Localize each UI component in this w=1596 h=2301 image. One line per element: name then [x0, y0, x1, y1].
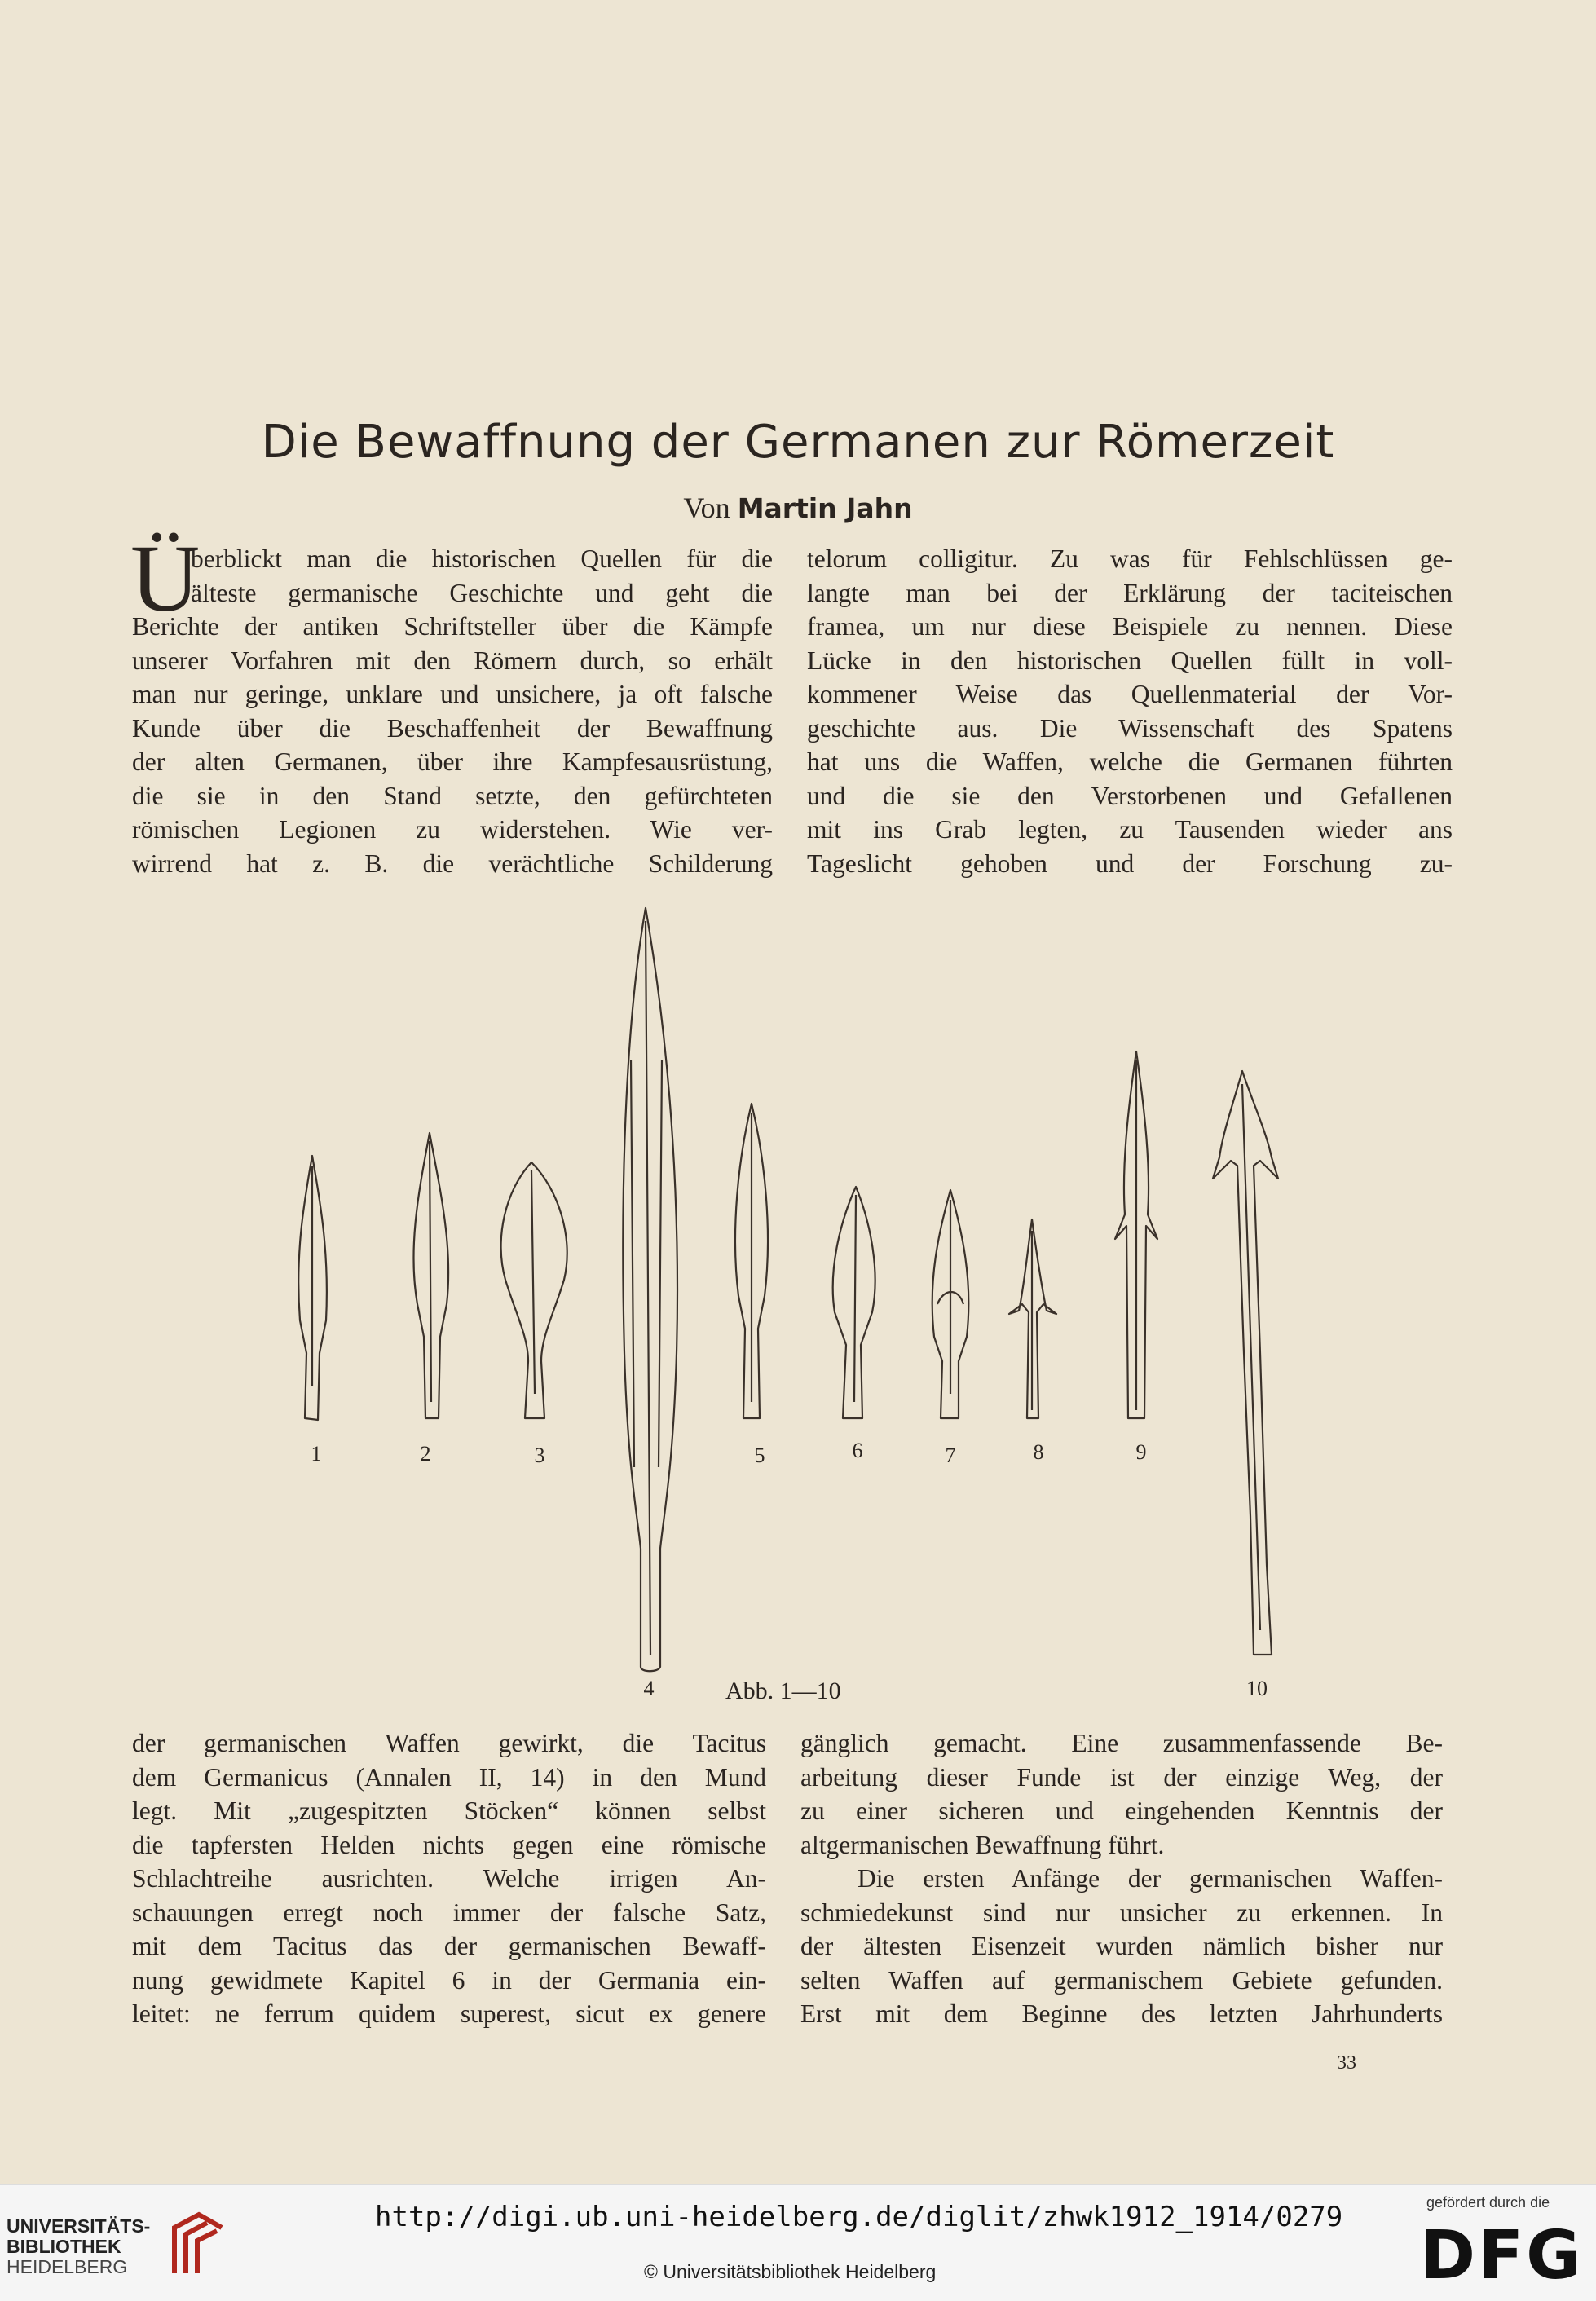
library-logo [7, 2200, 251, 2290]
library-emblem-icon [166, 2210, 228, 2277]
page-number: 33 [1337, 2052, 1356, 2074]
spearhead-4 [623, 908, 677, 1671]
text-line: die sie in den Stand setzte, den gefürchteten [132, 781, 773, 810]
text-line: römischen Legionen zu widerstehen. Wie ver- [132, 815, 773, 844]
text-line: dem Germanicus (Annalen II, 14) in den Mund [132, 1762, 766, 1792]
spearhead-8 [1009, 1219, 1056, 1418]
library-name-line3: HEIDELBERG [7, 2256, 128, 2277]
figure-number: 6 [852, 1439, 863, 1462]
spearheads-figure [245, 897, 1386, 1704]
dfg-logo: DFG [1420, 2217, 1584, 2294]
text-line: legt. Mit „zugespitzten Stöcken“ können selbst [132, 1796, 766, 1825]
byline [0, 491, 1596, 525]
text-line: geschichte aus. Die Wissenschaft des Spatens [807, 713, 1453, 743]
text-line: Kunde über die Beschaffenheit der Bewaffnung [132, 713, 773, 743]
figure-number: 1 [311, 1442, 322, 1466]
funding-label: gefördert durch die [1426, 2194, 1550, 2211]
text-line: der alten Germanen, über ihre Kampfesausrüstung, [132, 747, 773, 776]
text-column-2 [807, 542, 1453, 880]
text-line: der germanischen Waffen gewirkt, die Tacitus [132, 1729, 766, 1757]
spearhead-5 [735, 1104, 768, 1418]
text-line: zu einer sicheren und eingehenden Kenntnis der [800, 1796, 1443, 1825]
spearhead-9 [1115, 1051, 1157, 1418]
text-line: der ältesten Eisenzeit wurden nämlich bisher nur [800, 1932, 1443, 1960]
text-line: unserer Vorfahren mit den Römern durch, so erhält [132, 646, 773, 675]
text-line: nung gewidmete Kapitel 6 in der Germania ein- [132, 1965, 766, 1995]
text-line: man nur geringe, unklare und unsichere, ja oft falsche [132, 680, 773, 708]
text-line: altgermanischen Bewaffnung führt. [800, 1830, 1165, 1859]
library-name-line2: BIBLIOTHEK [7, 2236, 121, 2257]
spearhead-2 [413, 1133, 448, 1418]
figure-number: 3 [534, 1444, 545, 1467]
text-line: und die sie den Verstorbenen und Gefallenen [807, 781, 1453, 810]
figure-caption: Abb. 1—10 [725, 1677, 841, 1704]
copyright-notice: © Universitätsbibliothek Heidelberg [644, 2261, 937, 2282]
text-line: Schlachtreihe ausrichten. Welche irrigen An- [132, 1864, 766, 1893]
figure-number: 9 [1135, 1440, 1147, 1464]
text-line: arbeitung dieser Funde ist der einzige Weg, der [800, 1762, 1443, 1792]
text-line: leitet: ne ferrum quidem superest, sicut ex genere [132, 1999, 766, 2028]
text-line: Die ersten Anfänge der germanischen Waffen- [858, 1864, 1443, 1893]
figure-number: 4 [643, 1677, 655, 1700]
spearhead-1 [298, 1156, 327, 1420]
library-name-line1: UNIVERSITÄTS- [7, 2215, 151, 2237]
text-line: langte man bei der Erklärung der taciteischen [807, 578, 1453, 607]
spearhead-3 [501, 1162, 567, 1418]
author-name: Martin Jahn [737, 492, 913, 524]
text-line: wirrend hat z. B. die verächtliche Schilderung [132, 849, 773, 878]
text-column-4 [800, 1726, 1443, 2031]
text-column-3 [132, 1726, 766, 2031]
permalink-url[interactable]: http://digi.ub.uni-heidelberg.de/diglit/zhwk1912_1914/0279 [375, 2201, 1343, 2233]
spearhead-6 [833, 1187, 875, 1418]
text-line: selten Waffen auf germanischem Gebiete gefunden. [800, 1965, 1443, 1995]
text-line: die tapfersten Helden nichts gegen eine römische [132, 1830, 766, 1859]
text-line: mit dem Tacitus das der germanischen Bewaff- [132, 1932, 766, 1960]
text-line: schmiedekunst sind nur unsicher zu erkennen. In [800, 1898, 1443, 1927]
figure-number: 5 [754, 1444, 765, 1467]
figure-number: 7 [945, 1444, 956, 1467]
text-line: schauungen erregt noch immer der falsche Satz, [132, 1898, 766, 1927]
byline-prefix: Von [683, 491, 730, 524]
figure-number: 8 [1033, 1440, 1044, 1464]
text-line: berblickt man die historischen Quellen für die [191, 544, 773, 573]
spearhead-7 [932, 1190, 969, 1418]
text-line: Erst mit dem Beginne des letzten Jahrhunderts [800, 1999, 1443, 2028]
text-line: mit ins Grab legten, zu Tausenden wieder ans [807, 815, 1453, 844]
article-title: Die Bewaffnung der Germanen zur Römerzeit [261, 416, 1335, 469]
text-line: Berichte der antiken Schriftsteller über die Kämpfe [132, 612, 773, 641]
figure-number: 2 [420, 1442, 431, 1466]
figure-number: 10 [1246, 1677, 1268, 1700]
text-column-1 [132, 542, 773, 880]
text-line: kommener Weise das Quellenmaterial der Vor- [807, 680, 1453, 708]
drop-cap: Ü [130, 525, 201, 632]
text-line: hat uns die Waffen, welche die Germanen führten [807, 747, 1453, 776]
text-line: älteste germanische Geschichte und geht die [191, 578, 773, 607]
text-line: framea, um nur diese Beispiele zu nennen. Diese [807, 612, 1453, 641]
text-line: telorum colligitur. Zu was für Fehlschlüssen ge- [807, 544, 1453, 573]
text-line: gänglich gemacht. Eine zusammenfassende Be- [800, 1729, 1443, 1757]
text-line: Lücke in den historischen Quellen füllt in voll- [807, 646, 1453, 675]
text-line: Tageslicht gehoben und der Forschung zu- [807, 849, 1453, 878]
spearhead-10 [1213, 1071, 1278, 1655]
